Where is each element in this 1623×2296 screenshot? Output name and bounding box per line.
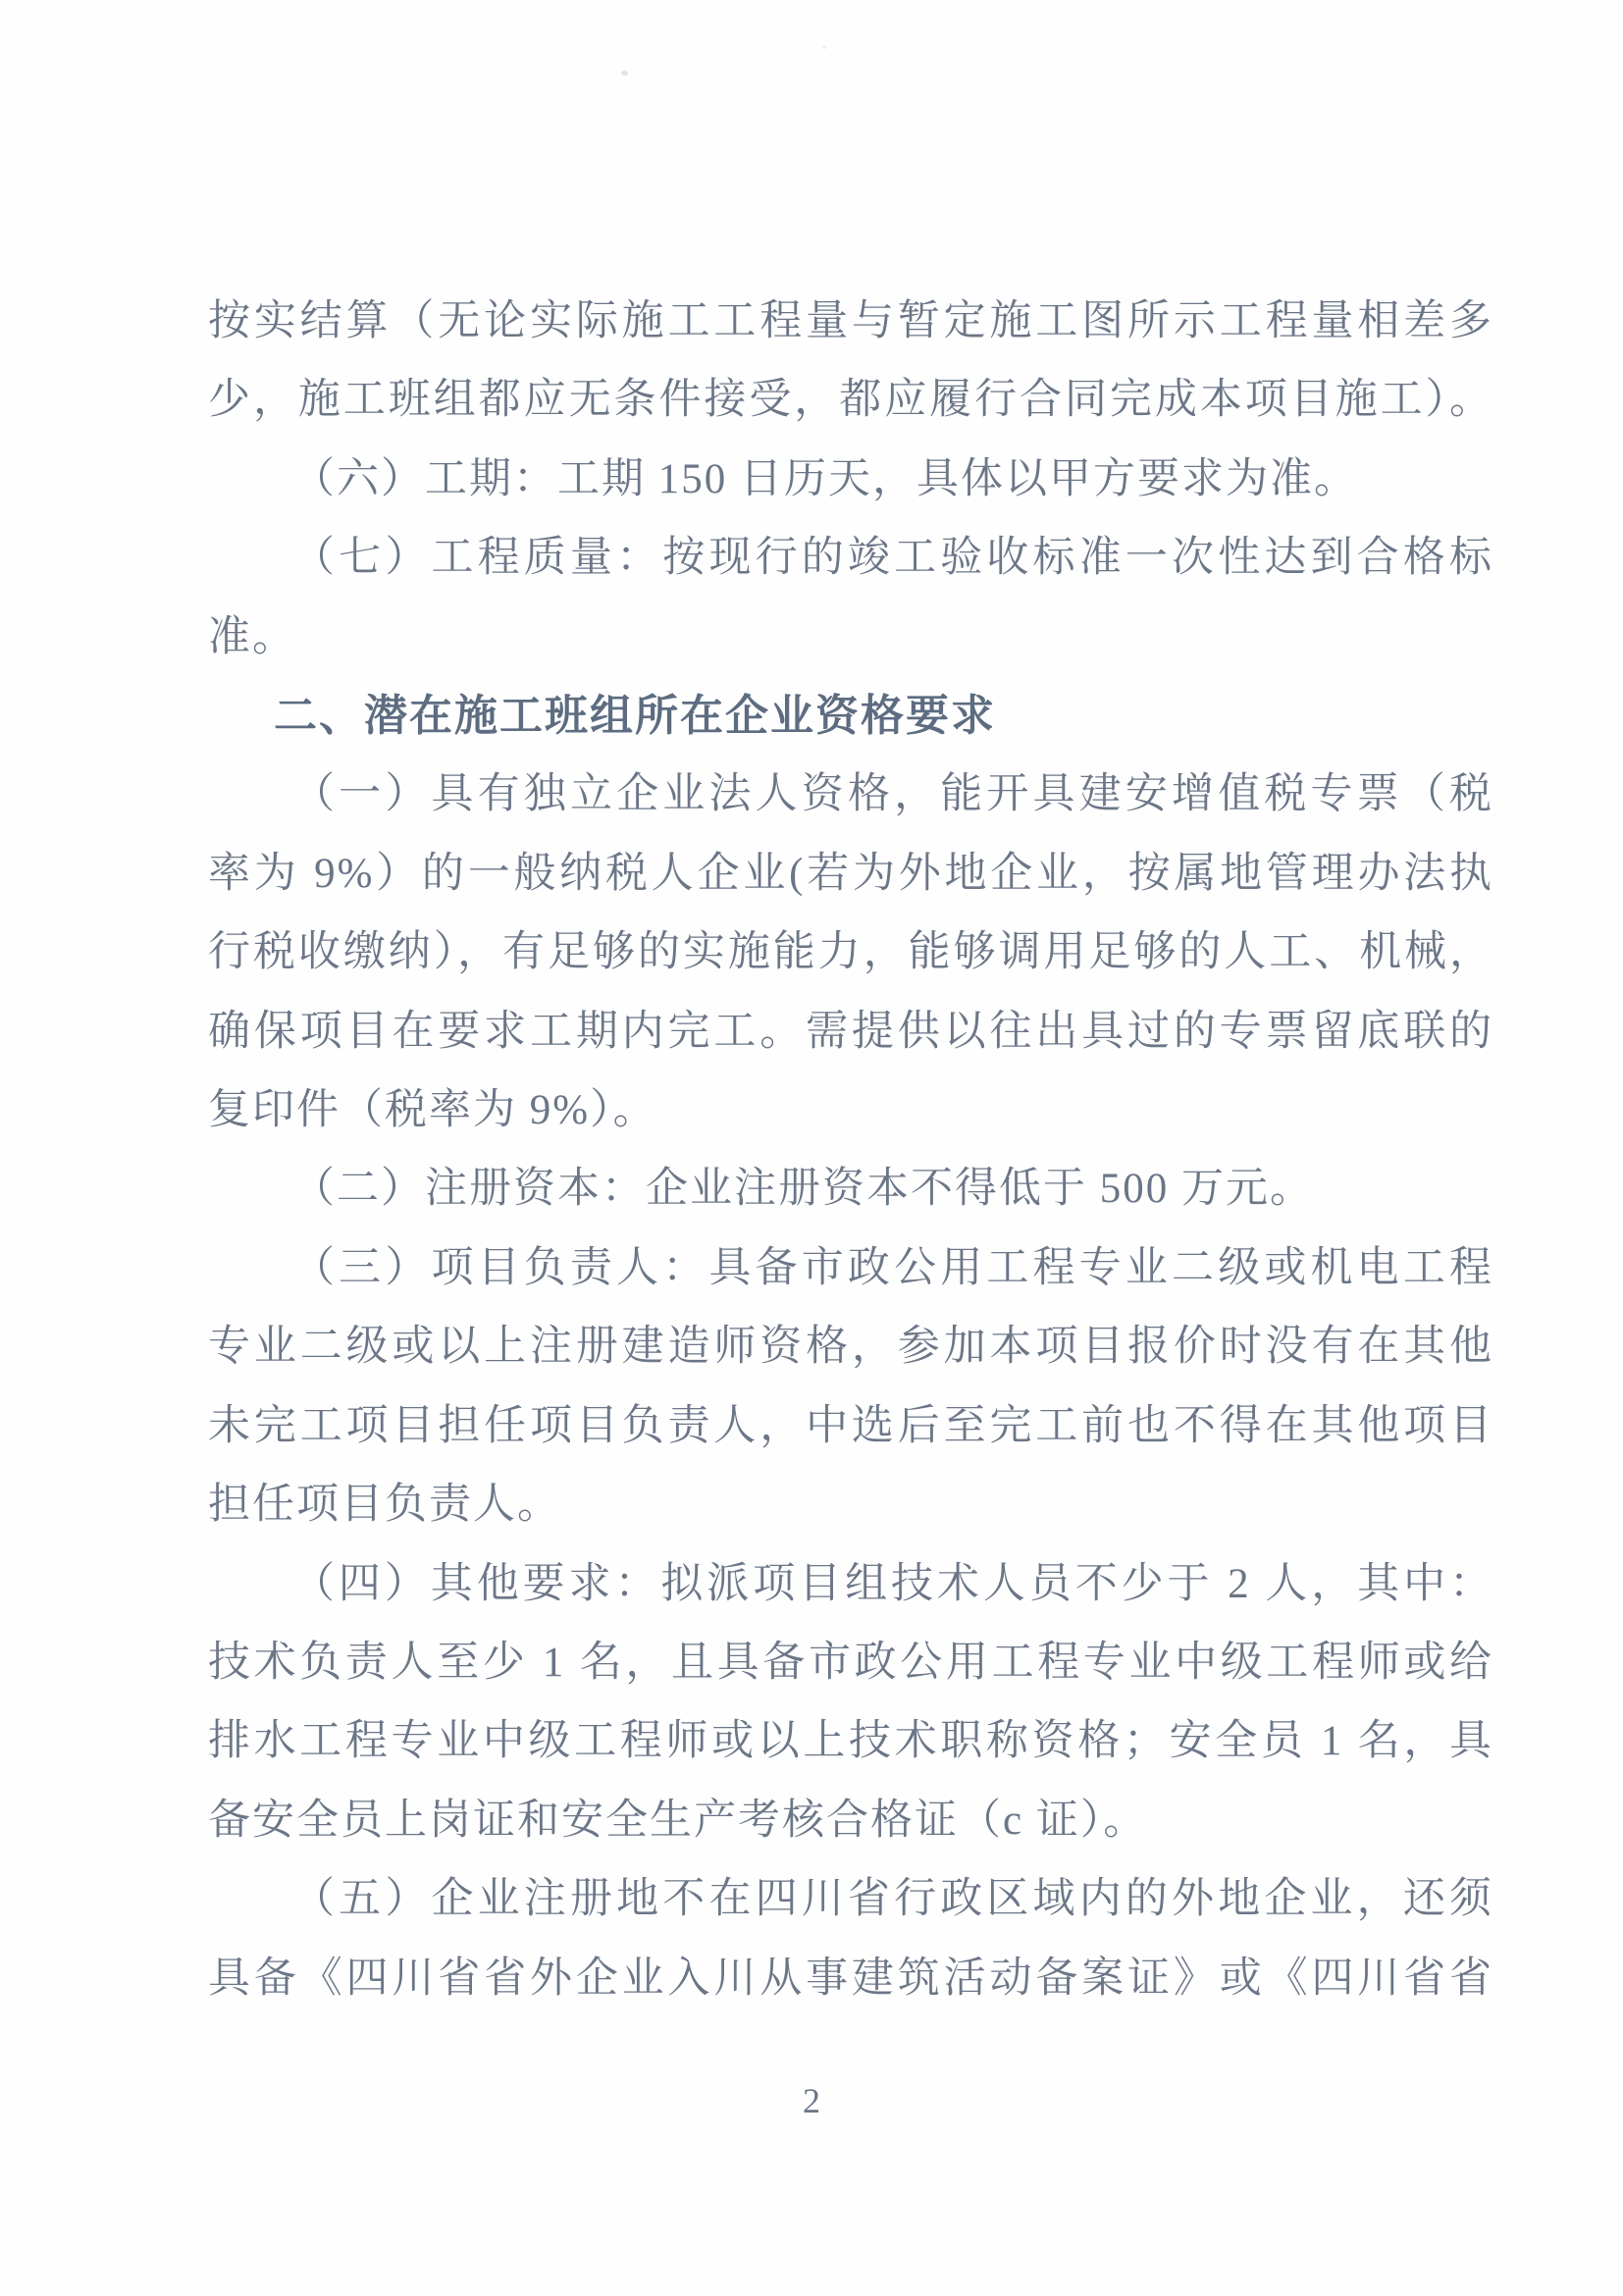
page-number: 2 [803, 2081, 820, 2120]
text-line: （四）其他要求：拟派项目组技术人员不少于 2 人，其中： [292, 1560, 1493, 1607]
text-line: 备安全员上岗证和安全生产考核合格证（c 证）。 [208, 1797, 1148, 1844]
text-line: 复印件（税率为 9%）。 [208, 1087, 657, 1134]
scan-artifact-speck [621, 71, 628, 76]
text-line: （七）工程质量：按现行的竣工验收标准一次性达到合格标 [292, 535, 1493, 582]
text-line: （五）企业注册地不在四川省行政区域内的外地企业，还须 [292, 1876, 1493, 1923]
text-line: 少，施工班组都应无条件接受，都应履行合同完成本项目施工）。 [208, 377, 1493, 424]
text-line: 率为 9%）的一般纳税人企业(若为外地企业，按属地管理办法执 [208, 850, 1493, 897]
text-line: （二）注册资本：企业注册资本不得低于 500 万元。 [292, 1166, 1314, 1213]
section-heading: 二、潜在施工班组所在企业资格要求 [274, 692, 996, 741]
text-line: 未完工项目担任项目负责人，中选后至完工前也不得在其他项目 [208, 1402, 1493, 1449]
text-line: 按实结算（无论实际施工工程量与暂定施工图所示工程量相差多 [208, 298, 1493, 344]
text-line: （三）项目负责人：具备市政公用工程专业二级或机电工程 [292, 1244, 1493, 1291]
text-line: 技术负责人至少 1 名，且具备市政公用工程专业中级工程师或给 [208, 1639, 1493, 1686]
text-line: 具备《四川省省外企业入川从事建筑活动备案证》或《四川省省 [208, 1955, 1493, 2002]
text-line: 确保项目在要求工期内完工。需提供以往出具过的专票留底联的 [208, 1008, 1493, 1055]
scan-artifact-speck [822, 45, 826, 49]
text-line: 担任项目负责人。 [208, 1482, 561, 1529]
text-line: （六）工期：工期 150 日历天，具体以甲方要求为准。 [292, 455, 1358, 502]
document-text-block [208, 283, 1493, 2018]
text-line: 排水工程专业中级工程师或以上技术职称资格；安全员 1 名，具 [208, 1718, 1493, 1765]
text-line: 专业二级或以上注册建造师资格，参加本项目报价时没有在其他 [208, 1324, 1493, 1371]
text-line: 准。 [208, 613, 296, 660]
text-line: （一）具有独立企业法人资格，能开具建安增值税专票（税 [292, 771, 1493, 818]
text-line: 行税收缴纳），有足够的实施能力，能够调用足够的人工、机械， [208, 929, 1493, 976]
